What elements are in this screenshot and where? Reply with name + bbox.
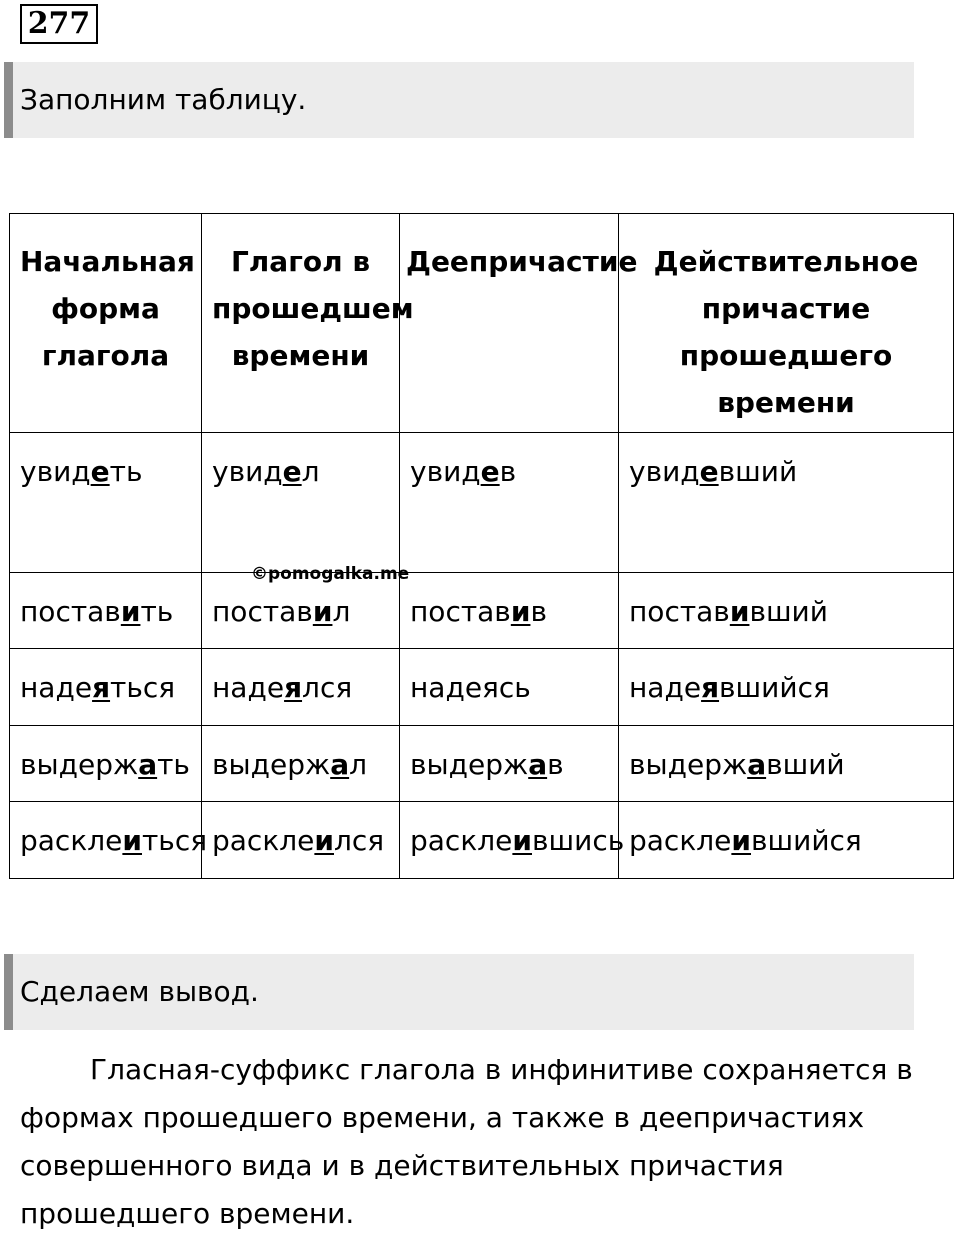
word-tail: л (332, 595, 351, 628)
cell-active-participle (619, 433, 954, 573)
cell-active-participle (619, 726, 954, 802)
cell-infinitive (10, 726, 202, 802)
cell-infinitive (10, 433, 202, 573)
intro-label: Заполним таблицу. (4, 62, 914, 138)
cell-infinitive (10, 649, 202, 726)
suffix-vowel: е (480, 455, 500, 488)
conclusion-text: Гласная-суффикс глагола в инфинитиве сохраняется в формах прошедшего времени, а также в деепричастиях совершенного вида и в действительных причастия прошедшего времени. (20, 1053, 913, 1230)
word-tail: вший (766, 748, 845, 781)
word-stem: выдерж (410, 748, 529, 781)
cell-active-participle (619, 649, 954, 726)
cell-past-tense (202, 433, 400, 573)
word-stem: увид (20, 455, 91, 488)
word-stem: постав (410, 595, 511, 628)
word-stem: увид (629, 455, 700, 488)
cell-past-tense (202, 726, 400, 802)
suffix-vowel: а (330, 748, 350, 781)
word-stem: наде (212, 671, 285, 704)
word-stem: наде (629, 671, 702, 704)
word-stem: раскле (212, 824, 315, 857)
word-stem: выдерж (629, 748, 748, 781)
watermark: ©pomogalka.me (251, 564, 410, 584)
suffix-vowel: и (120, 595, 141, 628)
word-tail: в (547, 748, 564, 781)
header-active-participle: Действительное причастие прошедшего времени (619, 214, 954, 433)
table-header-row (10, 214, 954, 433)
word-tail: ть (157, 748, 190, 781)
verb-forms-table (9, 213, 954, 879)
header-infinitive: Начальная форма глагола (10, 214, 202, 433)
suffix-vowel: е (90, 455, 110, 488)
word-tail: в (499, 455, 517, 488)
cell-active-participle (619, 573, 954, 649)
suffix-vowel: я (701, 671, 720, 704)
suffix-vowel: и (122, 824, 142, 857)
word-stem: выдерж (212, 748, 331, 781)
word-tail: вшись (532, 824, 625, 857)
word-tail: ть (109, 455, 143, 488)
suffix-vowel: и (731, 824, 751, 857)
suffix-vowel: и (510, 595, 531, 628)
word-stem: выдерж (20, 748, 139, 781)
word-stem: постав (629, 595, 730, 628)
word-tail: л (349, 748, 368, 781)
suffix-vowel: е (282, 455, 302, 488)
word-stem: увид (410, 455, 481, 488)
word-tail: в (530, 595, 547, 628)
cell-infinitive (10, 573, 202, 649)
suffix-vowel: и (314, 824, 334, 857)
word-tail: лся (302, 671, 353, 704)
suffix-vowel: я (284, 671, 303, 704)
table-row (10, 726, 954, 802)
table-row (10, 573, 954, 649)
word-tail: лся (334, 824, 385, 857)
suffix-vowel: и (512, 824, 532, 857)
word-stem: надеясь (410, 671, 531, 704)
cell-gerund (400, 726, 619, 802)
table-row (10, 433, 954, 573)
cell-gerund (400, 802, 625, 879)
suffix-vowel: и (729, 595, 750, 628)
word-tail: ться (110, 671, 176, 704)
cell-past-tense (202, 649, 400, 726)
cell-gerund (400, 573, 619, 649)
suffix-vowel: а (138, 748, 158, 781)
table-row (10, 802, 954, 879)
cell-active-participle (619, 802, 954, 879)
word-tail: вший (749, 595, 828, 628)
cell-gerund (400, 649, 619, 726)
word-stem: постав (20, 595, 121, 628)
word-tail: вшийся (719, 671, 830, 704)
table-row (10, 649, 954, 726)
suffix-vowel: я (92, 671, 111, 704)
suffix-vowel: а (747, 748, 767, 781)
word-tail: вшийся (751, 824, 862, 857)
word-stem: раскле (410, 824, 513, 857)
word-tail: вший (718, 455, 798, 488)
suffix-vowel: а (528, 748, 548, 781)
word-tail: ть (140, 595, 174, 628)
exercise-number: 277 (20, 4, 98, 44)
word-stem: постав (212, 595, 313, 628)
word-stem: раскле (20, 824, 123, 857)
cell-past-tense (202, 802, 400, 879)
header-past-tense: Глагол в прошедшем времени (202, 214, 400, 433)
header-gerund: Деепричастие (400, 214, 619, 433)
suffix-vowel: и (312, 595, 333, 628)
word-stem: раскле (629, 824, 732, 857)
cell-gerund (400, 433, 619, 573)
suffix-vowel: е (699, 455, 719, 488)
word-tail: ться (142, 824, 208, 857)
cell-infinitive (10, 802, 208, 879)
word-tail: л (301, 455, 320, 488)
word-stem: наде (20, 671, 93, 704)
word-stem: увид (212, 455, 283, 488)
conclusion-label: Сделаем вывод. (4, 954, 914, 1030)
